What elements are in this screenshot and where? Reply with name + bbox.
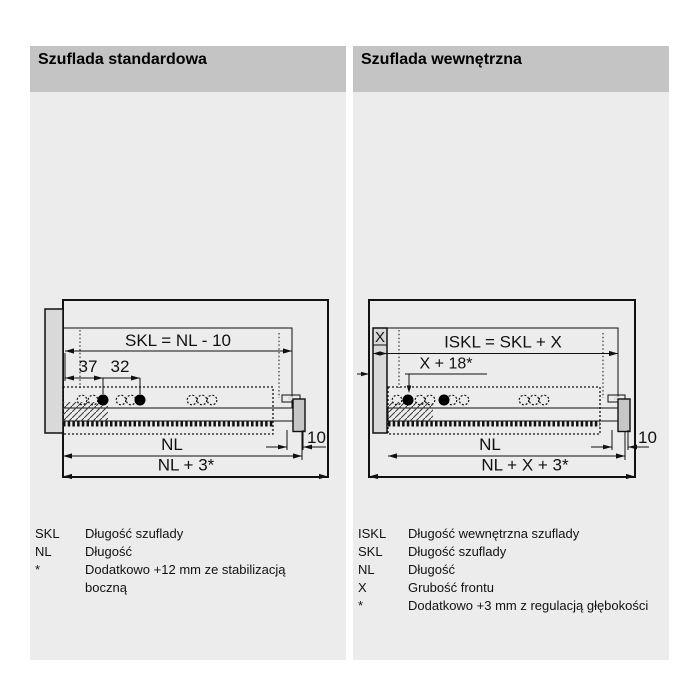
optional-hole [459, 395, 469, 405]
legend-definition: Dodatkowo +3 mm z regulacją głębokości [408, 598, 649, 613]
rear-bracket [293, 399, 305, 432]
panel-standard-drawer [30, 46, 346, 660]
dim-32-label: 32 [110, 357, 130, 376]
rear-bracket [618, 399, 630, 432]
x18-dimension-label: X + 18* [419, 355, 473, 373]
rear-hook-notch [288, 397, 293, 401]
legend-standard [35, 525, 344, 597]
legend-definition: Grubość frontu [408, 580, 494, 595]
optional-hole [519, 395, 529, 405]
fixing-hole [135, 395, 146, 406]
optional-hole [207, 395, 217, 405]
gap-10-label: 10 [638, 428, 657, 447]
panel-title-inner: Szuflada wewnętrzna [353, 46, 669, 92]
legend-row [358, 543, 667, 561]
legend-definition: Długość [408, 562, 455, 577]
fixing-hole [439, 395, 450, 406]
fixing-hole [403, 395, 414, 406]
gap-10-label: 10 [307, 428, 326, 447]
iskl-dimension-label: ISKL = SKL + X [444, 332, 562, 352]
nl-plus-dimension-label: NL + 3* [157, 455, 215, 475]
legend-inner [358, 525, 667, 615]
legend-definition: Długość [85, 544, 132, 559]
optional-hole [197, 395, 207, 405]
legend-definition: Długość szuflady [85, 526, 184, 541]
optional-hole [116, 395, 126, 405]
legend-row [358, 525, 667, 543]
legend-term: NL [35, 544, 52, 559]
legend-term: NL [358, 562, 375, 577]
front-panel [45, 309, 63, 433]
legend-row [35, 543, 344, 561]
fixing-hole [98, 395, 109, 406]
nl-plus-dimension-label: NL + X + 3* [481, 455, 569, 475]
legend-row [358, 597, 667, 615]
legend-row [358, 561, 667, 579]
legend-term: SKL [35, 526, 60, 541]
skl-dimension-label: SKL = NL - 10 [125, 331, 231, 350]
panel-inner-drawer [353, 46, 669, 660]
legend-term: * [35, 562, 41, 577]
nl-dimension-label: NL [161, 435, 183, 454]
dim-37-label: 37 [78, 357, 98, 376]
legend-row [35, 525, 344, 543]
legend-term: ISKL [358, 526, 387, 541]
optional-hole [126, 395, 136, 405]
legend-row [358, 579, 667, 597]
legend-definition: Długość szuflady [408, 544, 507, 559]
x-dimension-label: X [374, 329, 386, 346]
panel-title-standard: Szuflada standardowa [30, 46, 346, 92]
optional-hole [187, 395, 197, 405]
optional-hole [529, 395, 539, 405]
legend-term: SKL [358, 544, 383, 559]
legend-term: * [358, 598, 364, 613]
nl-dimension-label: NL [479, 435, 501, 454]
legend-row [35, 561, 344, 597]
legend-definition: Dodatkowo +12 mm ze stabilizacją boczną [85, 562, 286, 595]
legend-definition: Długość wewnętrzna szuflady [408, 526, 580, 541]
legend-term: X [358, 580, 367, 595]
optional-hole [539, 395, 549, 405]
